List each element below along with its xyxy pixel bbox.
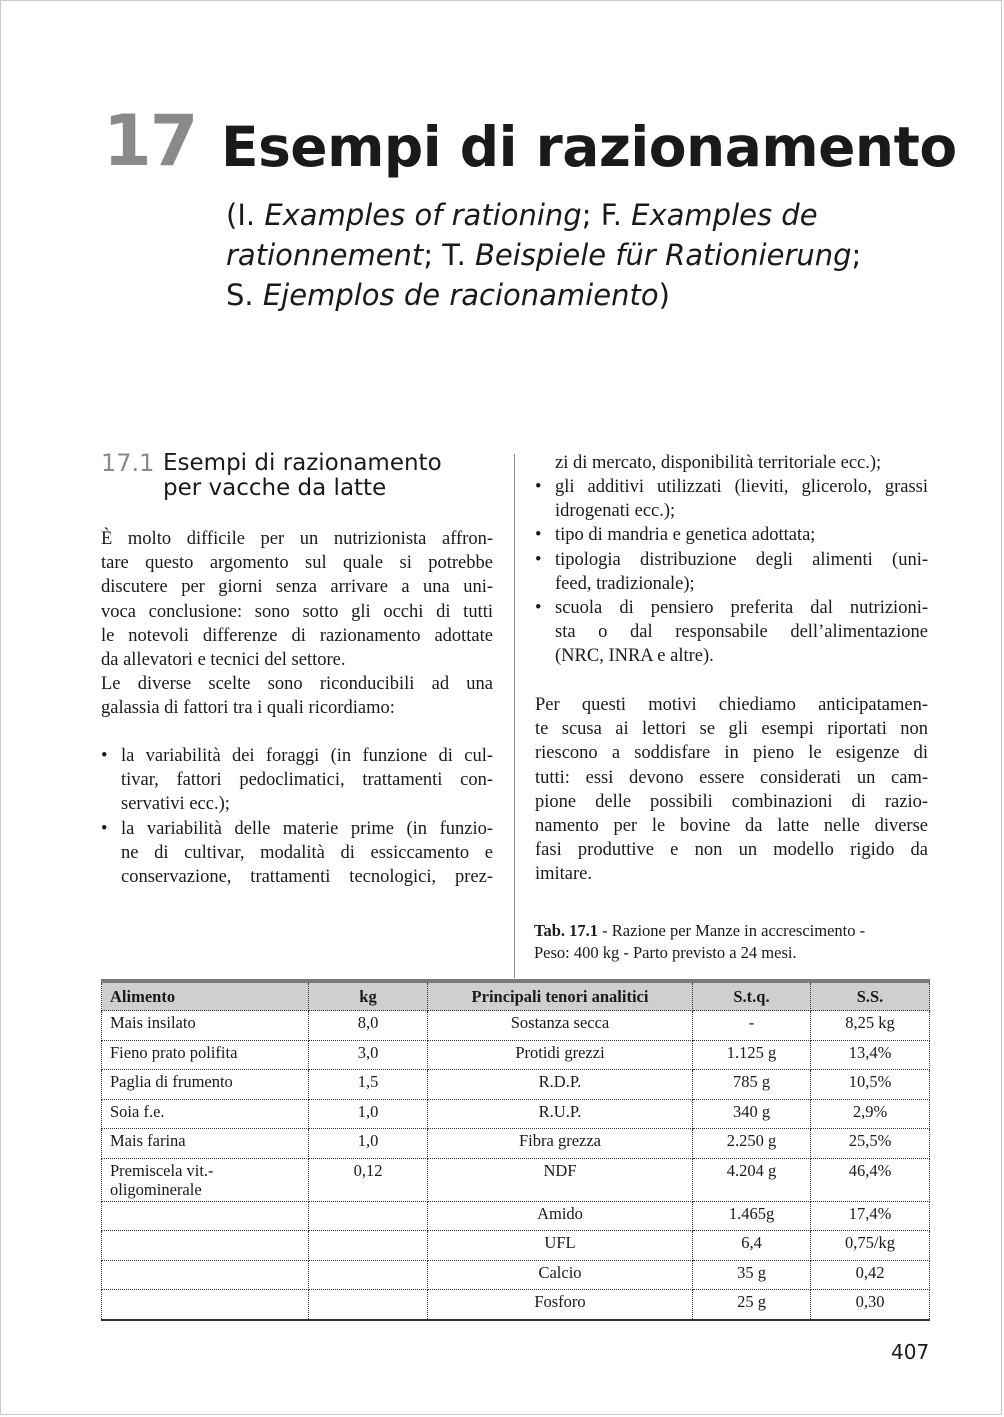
table-cell: 17,4% (811, 1201, 930, 1231)
subtitle-text: ; T. (423, 238, 476, 272)
table-cell (309, 1260, 428, 1290)
text-line: È molto difficile per un nutrizionista affron- (101, 529, 493, 549)
right-bullet-list (535, 475, 928, 669)
table-header-row (102, 981, 930, 1011)
section-title-line: Esempi di razionamento (163, 450, 442, 476)
table-row (102, 1070, 930, 1100)
subtitle-text: ; F. (581, 198, 632, 232)
table-row (102, 1040, 930, 1070)
chapter-subtitle (226, 195, 946, 315)
table-cell: 35 g (693, 1260, 811, 1290)
column-divider (514, 454, 515, 978)
header-alimento: Alimento (102, 981, 309, 1011)
subtitle-text: ) (658, 278, 670, 312)
header-kg: kg (309, 981, 428, 1011)
bullet-line: servativi ecc.); (121, 794, 230, 815)
subtitle-line (226, 195, 946, 235)
text-line: discutere per giorni senza arrivare a una uni- (101, 577, 493, 598)
table-caption (534, 920, 929, 964)
table-cell: 785 g (693, 1070, 811, 1100)
subtitle-translation: Examples of rationing (264, 198, 582, 232)
table-cell: NDF (428, 1158, 693, 1201)
table-cell: 1.125 g (693, 1040, 811, 1070)
subtitle-line (226, 235, 946, 275)
table-cell: 0,30 (811, 1290, 930, 1320)
bullet-line: tivar, fattori pedoclimatici, trattamenti con- (121, 770, 493, 791)
bullet-continuation: zi di mercato, disponibilità territoriale ecc.); (555, 453, 882, 473)
table-cell: 1,0 (309, 1099, 428, 1129)
table-cell: 1,5 (309, 1070, 428, 1100)
bullet-item (535, 475, 928, 523)
table-cell: 6,4 (693, 1231, 811, 1261)
section-title-line: per vacche da latte (163, 475, 387, 501)
subtitle-translation: rationnement (226, 238, 424, 272)
text-line: fasi produttive e non un modello rigido da (535, 840, 928, 861)
text-line: tare questo argomento sul quale si potrebbe (101, 553, 493, 574)
bullet-line: idrogenati ecc.); (555, 501, 676, 522)
table-cell: UFL (428, 1231, 693, 1261)
table-cell: Mais farina (102, 1129, 309, 1159)
right-paragraph (535, 693, 928, 887)
bullet-line: • tipologia distribuzione degli alimenti (uni- (555, 549, 928, 570)
table-cell: Soia f.e. (102, 1099, 309, 1129)
subtitle-line (226, 275, 946, 315)
table-cell: R.D.P. (428, 1070, 693, 1100)
text-line: Per questi motivi chiediamo anticipatamen- (535, 695, 928, 715)
chapter-title: Esempi di razionamento (221, 115, 957, 179)
ration-table (101, 979, 930, 1321)
table-cell: Mais insilato (102, 1011, 309, 1041)
bullet-item (535, 548, 928, 596)
subtitle-text: S. (226, 278, 263, 312)
table-row (102, 1260, 930, 1290)
table-cell: Calcio (428, 1260, 693, 1290)
table-cell: 1.465g (693, 1201, 811, 1231)
table-cell: 0,75/kg (811, 1231, 930, 1261)
left-paragraph-2 (101, 672, 493, 720)
table-cell (102, 1260, 309, 1290)
bullet-item (535, 523, 928, 547)
table-cell: 2.250 g (693, 1129, 811, 1159)
table-cell: Protidi grezzi (428, 1040, 693, 1070)
table-cell: 0,42 (811, 1260, 930, 1290)
table-row (102, 1201, 930, 1231)
text-line: le notevoli differenze di razionamento adottate (101, 625, 493, 646)
bullet-line: • la variabilità delle materie prime (in funzio- (121, 818, 493, 839)
subtitle-translation: Ejemplos de racionamiento (262, 278, 659, 312)
table-cell: Sostanza secca (428, 1011, 693, 1041)
table-cell (309, 1231, 428, 1261)
subtitle-translation: Examples de (631, 198, 818, 232)
table-cell: Premiscela vit.- oligominerale (102, 1158, 309, 1201)
table-cell: 0,12 (309, 1158, 428, 1201)
bullet-line: conservazione, trattamenti tecnologici, prez- (121, 866, 493, 887)
bullet-line: (NRC, INRA e altre). (555, 646, 714, 667)
subtitle-text: ; (851, 238, 862, 272)
section-title (163, 451, 493, 501)
table-row (102, 1231, 930, 1261)
subtitle-text: (I. (226, 198, 265, 232)
bullet-item (535, 596, 928, 669)
text-line: tutti: essi devono essere considerati un cam- (535, 767, 928, 788)
bullet-line: • la variabilità dei foraggi (in funzione di cul- (121, 746, 493, 766)
table-cell: 10,5% (811, 1070, 930, 1100)
table-cell: Amido (428, 1201, 693, 1231)
chapter-number: 17 (103, 100, 197, 182)
text-line: te scusa ai lettori se gli esempi riportati non (535, 719, 928, 740)
table-row (102, 1129, 930, 1159)
text-line: galassia di fattori tra i quali ricordiamo: (101, 698, 395, 719)
text-line: Le diverse scelte sono riconducibili ad una (101, 674, 493, 694)
table-cell (309, 1201, 428, 1231)
text-line: namento per le bovine da latte nelle diverse (535, 815, 928, 836)
text-line: imitare. (535, 864, 593, 885)
table-cell: Fieno prato polifita (102, 1040, 309, 1070)
bullet-item (101, 817, 493, 890)
table-cell (102, 1201, 309, 1231)
table-row (102, 1011, 930, 1041)
table-cell: 340 g (693, 1099, 811, 1129)
bullet-item (101, 744, 493, 817)
table-caption-line-1 (534, 920, 929, 942)
header-tenori: Principali tenori analitici (428, 981, 693, 1011)
header-stq: S.t.q. (693, 981, 811, 1011)
text-line: voca conclusione: sono sotto gli occhi di tutti (101, 601, 493, 622)
table-cell (309, 1290, 428, 1320)
left-bullet-list (101, 744, 493, 889)
table-caption-line-2: Peso: 400 kg - Parto previsto a 24 mesi. (534, 943, 797, 962)
table-cell: 13,4% (811, 1040, 930, 1070)
table-cell: Paglia di frumento (102, 1070, 309, 1100)
table-cell: 46,4% (811, 1158, 930, 1201)
table-cell: 3,0 (309, 1040, 428, 1070)
table-cell: 8,0 (309, 1011, 428, 1041)
bullet-line: feed, tradizionale); (555, 573, 695, 594)
bullet-line: • tipo di mandria e genetica adottata; (555, 525, 816, 546)
table-row (102, 1290, 930, 1320)
table-cell: - (693, 1011, 811, 1041)
table-cell: 2,9% (811, 1099, 930, 1129)
table-caption-text: - Razione per Manze in accrescimento - (598, 921, 866, 940)
subtitle-translation: Beispiele für Rationierung (475, 238, 852, 272)
table-cell: 25 g (693, 1290, 811, 1320)
table-cell: 25,5% (811, 1129, 930, 1159)
text-line: riescono a soddisfare in pieno le esigenze di (535, 743, 928, 764)
header-ss: S.S. (811, 981, 930, 1011)
table-row (102, 1099, 930, 1129)
table-cell: R.U.P. (428, 1099, 693, 1129)
right-bullet-continuation-block (555, 451, 928, 475)
table-cell: 1,0 (309, 1129, 428, 1159)
table-caption-label: Tab. 17.1 (534, 921, 599, 940)
table-cell: Fosforo (428, 1290, 693, 1320)
table-cell (102, 1290, 309, 1320)
bullet-line: • scuola di pensiero preferita dal nutrizioni- (555, 597, 928, 618)
bullet-line: sta o dal responsabile dell’alimentazione (555, 622, 928, 643)
page-number: 407 (891, 1340, 930, 1364)
table-cell (102, 1231, 309, 1261)
table-cell: 4.204 g (693, 1158, 811, 1201)
bullet-line: ne di cultivar, modalità di essiccamento e (121, 842, 493, 863)
table-row (102, 1158, 930, 1201)
text-line: da allevatori e tecnici del settore. (101, 649, 346, 670)
table-cell: Fibra grezza (428, 1129, 693, 1159)
text-line: pione delle possibili combinazioni di razio- (535, 791, 928, 812)
bullet-line: • gli additivi utilizzati (lieviti, glicerolo, grassi (555, 477, 928, 497)
table-cell: 8,25 kg (811, 1011, 930, 1041)
left-paragraph-1 (101, 527, 493, 672)
section-number: 17.1 (101, 449, 155, 477)
